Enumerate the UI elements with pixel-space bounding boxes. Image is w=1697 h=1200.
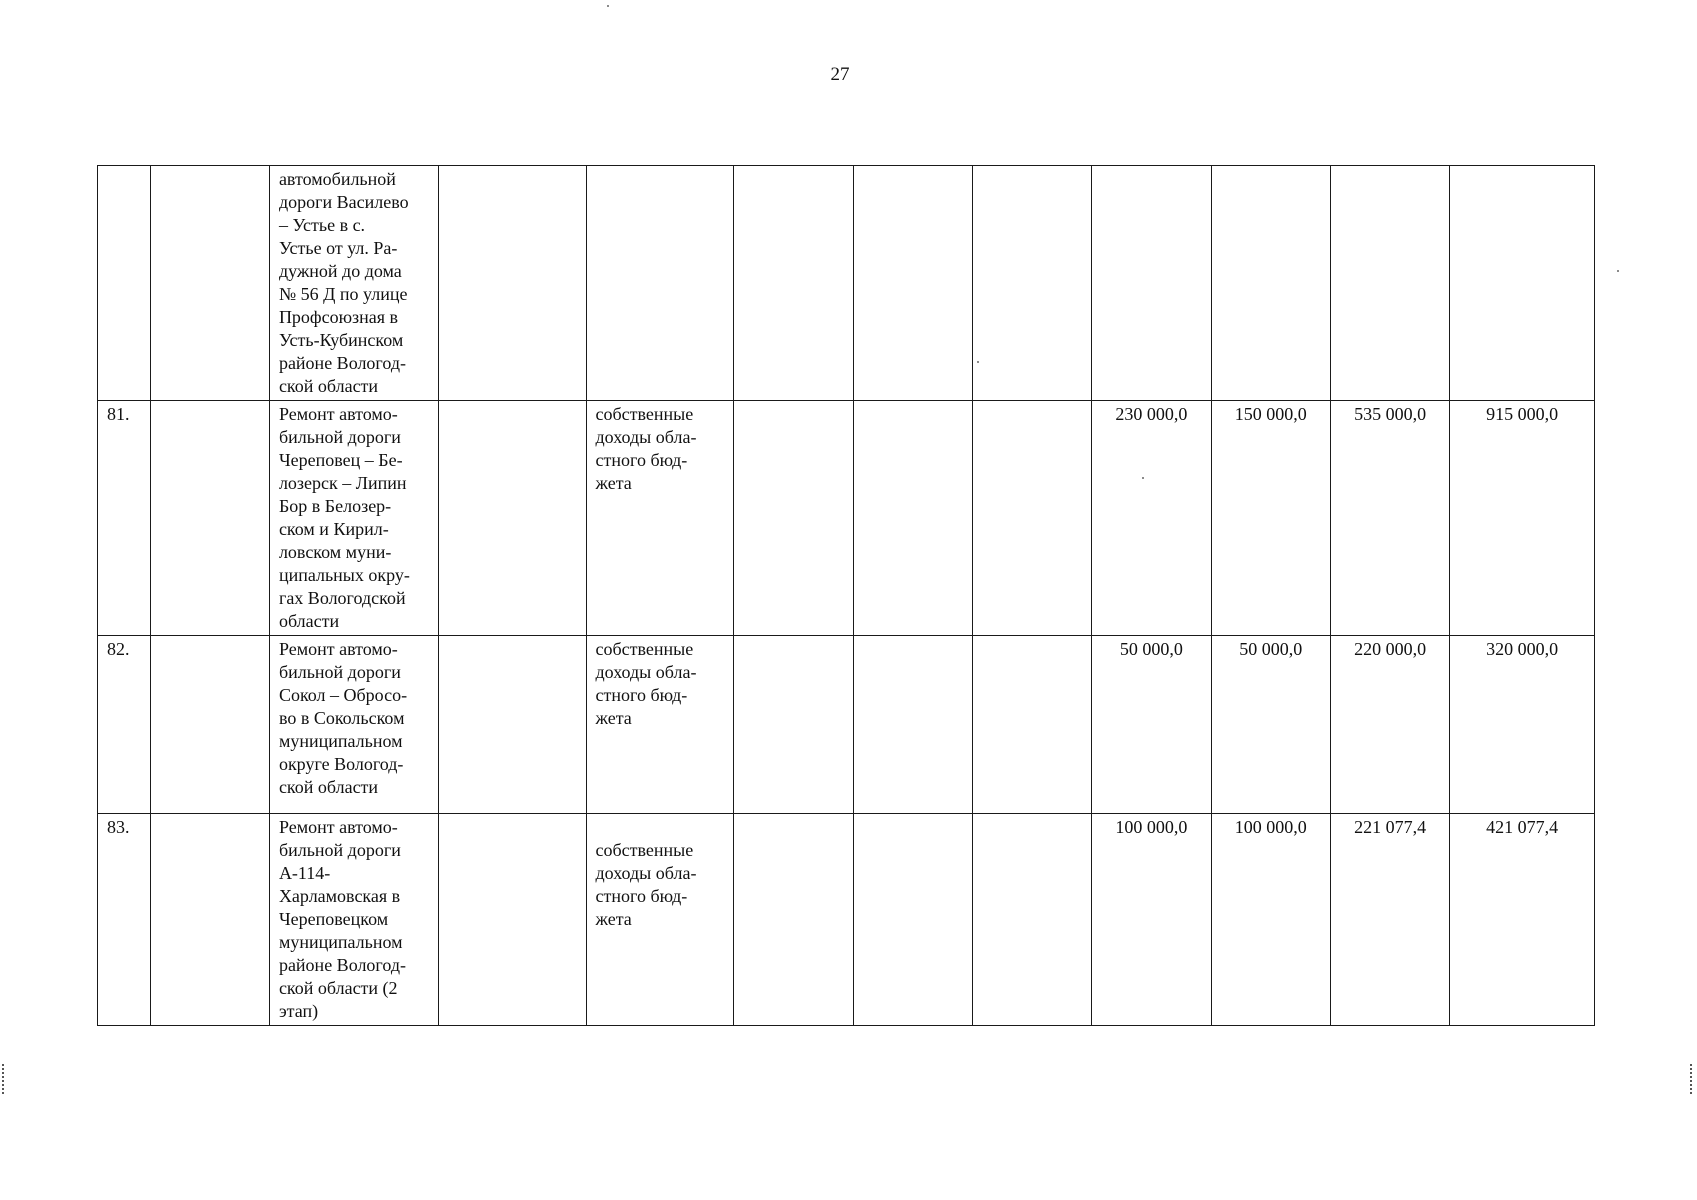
row-number-cell — [98, 166, 151, 401]
amount-cell: 535 000,0 — [1330, 401, 1449, 636]
object-name-line: Харламовская в — [278, 886, 401, 906]
table-row — [98, 401, 1595, 636]
scan-speck — [977, 361, 979, 363]
funding-source-line: доходы обла- — [595, 662, 697, 682]
row-number-cell: 82. — [98, 636, 151, 814]
row-number-cell: 81. — [98, 401, 151, 636]
empty-cell — [972, 814, 1091, 1026]
object-name-line: Профсоюзная в — [278, 307, 399, 327]
budget-table-container — [97, 165, 1595, 1026]
funding-source-cell — [586, 401, 734, 636]
object-name-cell — [269, 401, 438, 636]
scan-speck — [1142, 477, 1144, 479]
empty-cell — [438, 166, 586, 401]
object-name-line: Череповецком — [278, 909, 389, 929]
empty-cell — [853, 636, 972, 814]
object-name-line: Бор в Белозер- — [278, 496, 392, 516]
object-name-line: бильной дороги — [278, 840, 401, 860]
object-name-line: муниципальном — [278, 932, 403, 952]
amount-cell: 50 000,0 — [1092, 636, 1211, 814]
funding-source-line: собственные — [595, 840, 694, 860]
object-name-cell — [269, 814, 438, 1026]
code-cell — [150, 636, 269, 814]
funding-source-line: жета — [595, 473, 632, 493]
funding-source-line: собственные — [595, 404, 694, 424]
empty-cell — [438, 814, 586, 1026]
code-cell — [150, 166, 269, 401]
object-name-line: Ремонт автомо- — [278, 817, 398, 837]
object-name-line: ской области — [278, 777, 379, 797]
table-row — [98, 814, 1595, 1026]
amount-cell: 100 000,0 — [1211, 814, 1330, 1026]
object-name-line: Ремонт автомо- — [278, 404, 398, 424]
object-name-line: дужной до дома — [278, 261, 402, 281]
empty-cell — [438, 636, 586, 814]
table-row — [98, 636, 1595, 814]
object-name-line: районе Вологод- — [278, 955, 407, 975]
funding-source-line: стного бюд- — [595, 450, 688, 470]
total-amount-cell — [1450, 166, 1595, 401]
left-edge-scan-mark — [2, 1064, 7, 1094]
object-name-line: муниципальном — [278, 731, 403, 751]
total-amount-cell: 915 000,0 — [1450, 401, 1595, 636]
total-amount-cell: 421 077,4 — [1450, 814, 1595, 1026]
code-cell — [150, 401, 269, 636]
code-cell — [150, 814, 269, 1026]
amount-cell: 221 077,4 — [1330, 814, 1449, 1026]
object-name-line: ской области — [278, 376, 379, 396]
amount-cell: 100 000,0 — [1092, 814, 1211, 1026]
object-name-line: ской области (2 — [278, 978, 398, 998]
empty-cell — [972, 401, 1091, 636]
object-name-line: дороги Василево — [278, 192, 409, 212]
object-name-line: районе Вологод- — [278, 353, 407, 373]
object-name-line: ципальных окру- — [278, 565, 410, 585]
amount-cell — [1092, 166, 1211, 401]
funding-source-line: жета — [595, 708, 632, 728]
object-name-line: – Устье в с. — [278, 215, 366, 235]
object-name-line: бильной дороги — [278, 427, 401, 447]
object-name-line: во в Сокольском — [278, 708, 405, 728]
amount-cell: 230 000,0 — [1092, 401, 1211, 636]
spacer — [596, 816, 725, 839]
funding-source-line: собственные — [595, 639, 694, 659]
scan-speck — [1617, 270, 1619, 272]
object-name-line: округе Вологод- — [278, 754, 404, 774]
funding-source-line: доходы обла- — [595, 863, 697, 883]
scan-speck — [607, 5, 609, 7]
amount-cell: 150 000,0 — [1211, 401, 1330, 636]
object-name-line: ловском муни- — [278, 542, 392, 562]
object-name-line: гах Вологодской — [278, 588, 406, 608]
empty-cell — [972, 636, 1091, 814]
object-name-line: области — [278, 611, 340, 631]
object-name-line: № 56 Д по улице — [278, 284, 408, 304]
object-name-line: А-114- — [278, 863, 331, 883]
funding-source-line: жета — [595, 909, 632, 929]
object-name-line: автомобильной — [278, 169, 396, 189]
funding-source-line: стного бюд- — [595, 685, 688, 705]
object-name-line: Череповец – Бе- — [278, 450, 403, 470]
empty-cell — [853, 166, 972, 401]
funding-source-line: стного бюд- — [595, 886, 688, 906]
object-name-line: Усть-Кубинском — [278, 330, 404, 350]
object-name-line: ском и Кирил- — [278, 519, 389, 539]
amount-cell — [1330, 166, 1449, 401]
table-row — [98, 166, 1595, 401]
budget-table — [97, 165, 1595, 1026]
object-name-cell — [269, 636, 438, 814]
funding-source-cell — [586, 636, 734, 814]
empty-cell — [853, 814, 972, 1026]
amount-cell — [1211, 166, 1330, 401]
funding-source-cell — [586, 166, 734, 401]
empty-cell — [853, 401, 972, 636]
object-name-cell — [269, 166, 438, 401]
object-name-line: Сокол – Обросо- — [278, 685, 408, 705]
empty-cell — [438, 401, 586, 636]
funding-source-line: доходы обла- — [595, 427, 697, 447]
object-name-line: бильной дороги — [278, 662, 401, 682]
object-name-line: лозерск – Липин — [278, 473, 407, 493]
row-number-cell: 83. — [98, 814, 151, 1026]
amount-cell: 50 000,0 — [1211, 636, 1330, 814]
empty-cell — [972, 166, 1091, 401]
funding-source-cell — [586, 814, 734, 1026]
empty-cell — [734, 401, 853, 636]
amount-cell: 220 000,0 — [1330, 636, 1449, 814]
page-number: 27 — [830, 64, 850, 85]
right-edge-scan-mark — [1690, 1064, 1695, 1094]
object-name-line: Устье от ул. Ра- — [278, 238, 398, 258]
empty-cell — [734, 814, 853, 1026]
total-amount-cell: 320 000,0 — [1450, 636, 1595, 814]
object-name-line: Ремонт автомо- — [278, 639, 398, 659]
empty-cell — [734, 636, 853, 814]
object-name-line: этап) — [278, 1001, 319, 1021]
table-body — [98, 166, 1595, 1026]
empty-cell — [734, 166, 853, 401]
